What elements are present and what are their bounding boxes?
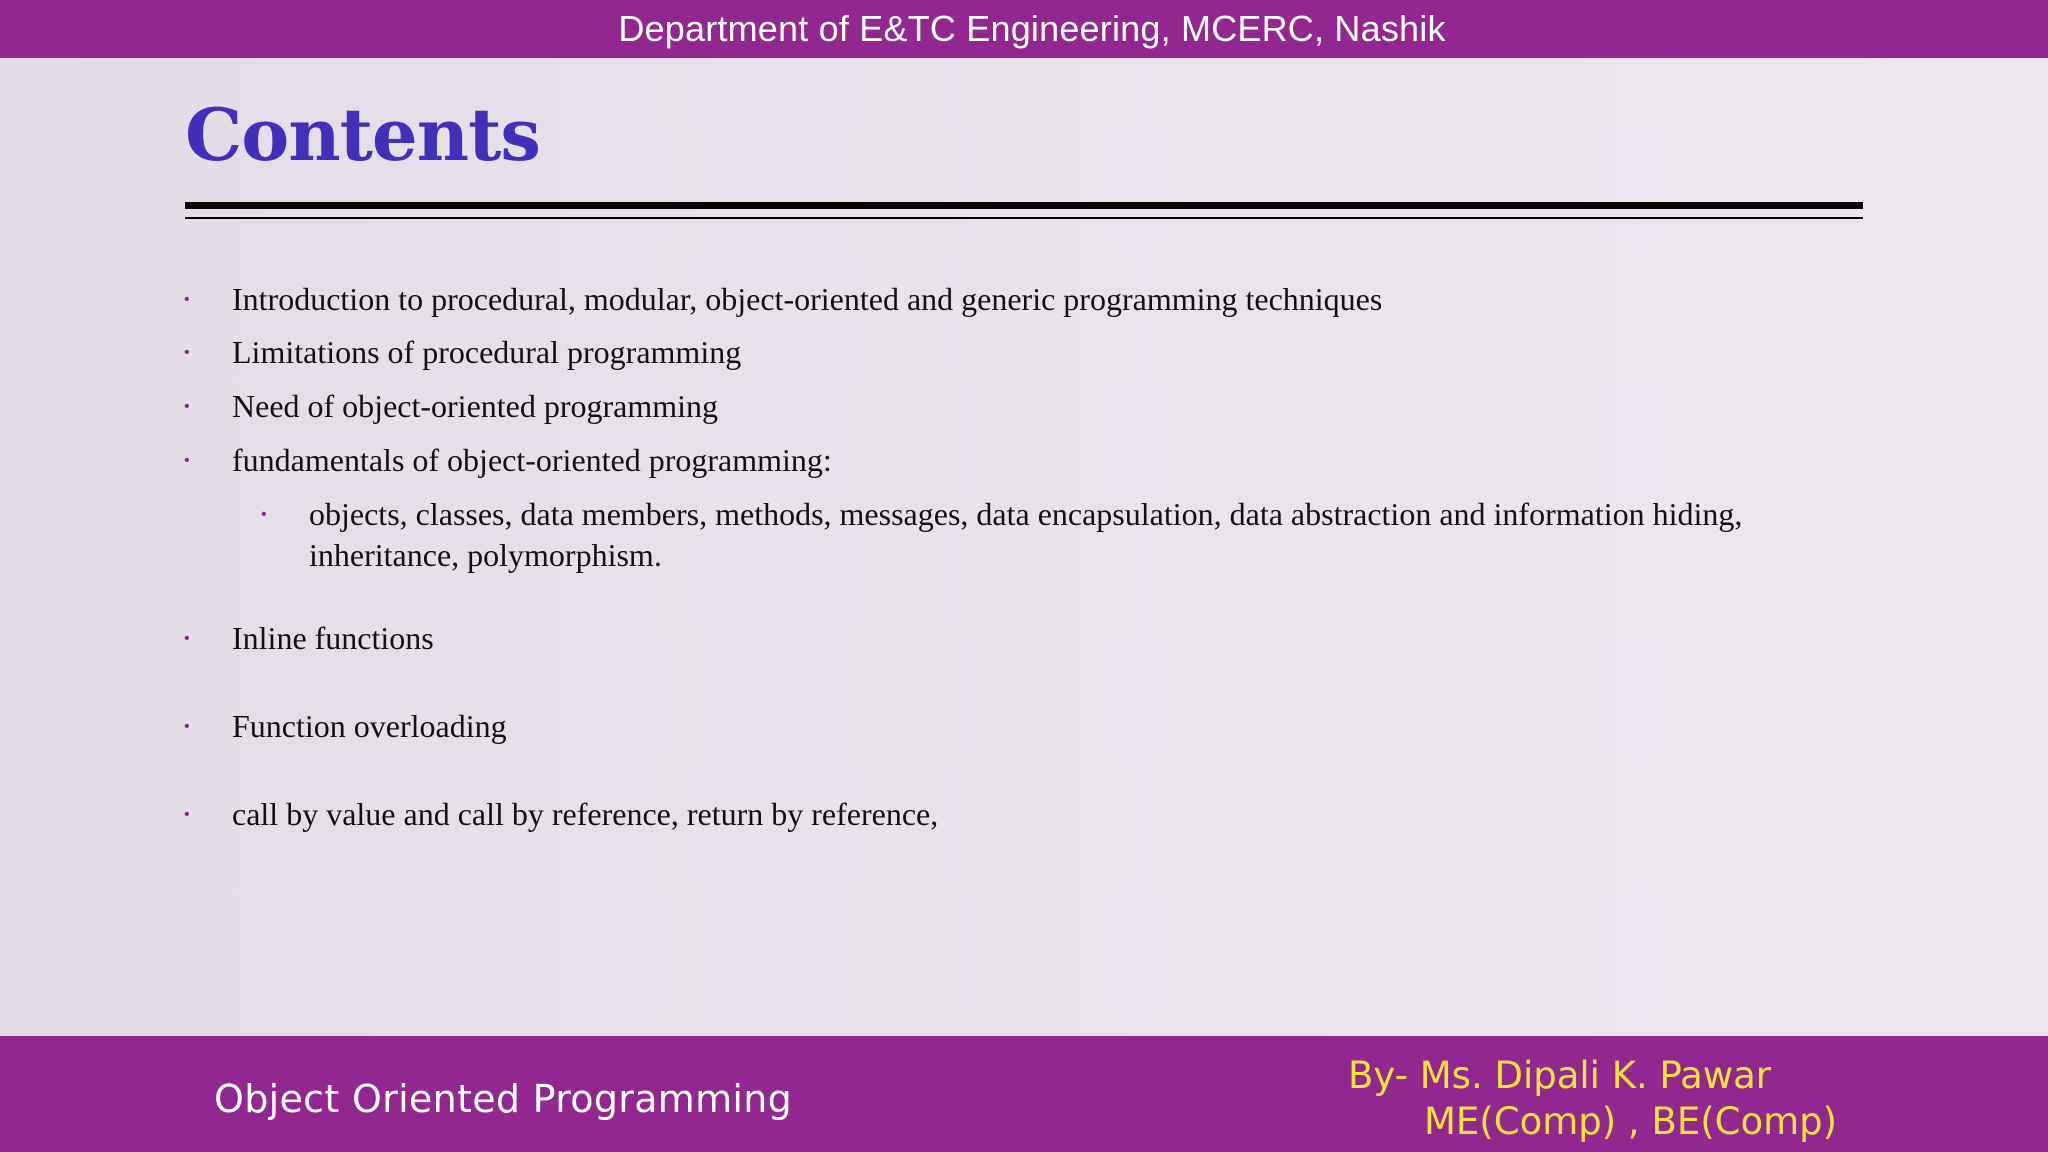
slide-title: Contents	[185, 92, 540, 177]
list-item-text: Inline functions	[232, 620, 434, 656]
list-item	[184, 706, 507, 747]
list-item	[184, 332, 742, 373]
list-item	[184, 279, 1383, 320]
department-title: Department of E&TC Engineering, MCERC, Nashik	[618, 8, 1446, 49]
list-item-text: Limitations of procedural programming	[232, 334, 742, 370]
list-item-text: Function overloading	[232, 708, 507, 744]
list-item-text: call by value and call by reference, return by reference,	[232, 796, 939, 832]
bullet-icon: •	[184, 344, 190, 361]
list-item	[184, 386, 719, 427]
bullet-icon: •	[184, 398, 190, 415]
list-item	[184, 618, 434, 659]
list-item	[184, 440, 832, 481]
bullet-icon: •	[184, 452, 190, 469]
list-subitem	[261, 494, 1869, 576]
bullet-icon: •	[184, 630, 190, 647]
list-item	[184, 794, 939, 835]
author-qualifications: ME(Comp) , BE(Comp)	[1424, 1100, 1838, 1143]
bullet-icon: •	[184, 806, 190, 823]
list-item-text: Introduction to procedural, modular, object-oriented and generic programming techniques	[232, 281, 1383, 317]
list-item-text: objects, classes, data members, methods, messages, data encapsulation, data abstraction and information hiding, inheritance, polymorphism.	[309, 496, 1743, 573]
bullet-icon: •	[184, 291, 190, 308]
author-name: By- Ms. Dipali K. Pawar	[1348, 1054, 1771, 1097]
bullet-icon: •	[261, 506, 267, 523]
list-item-text: fundamentals of object-oriented programming:	[232, 442, 832, 478]
course-name: Object Oriented Programming	[214, 1077, 793, 1121]
list-item-text: Need of object-oriented programming	[232, 388, 719, 424]
bullet-icon: •	[184, 718, 190, 735]
